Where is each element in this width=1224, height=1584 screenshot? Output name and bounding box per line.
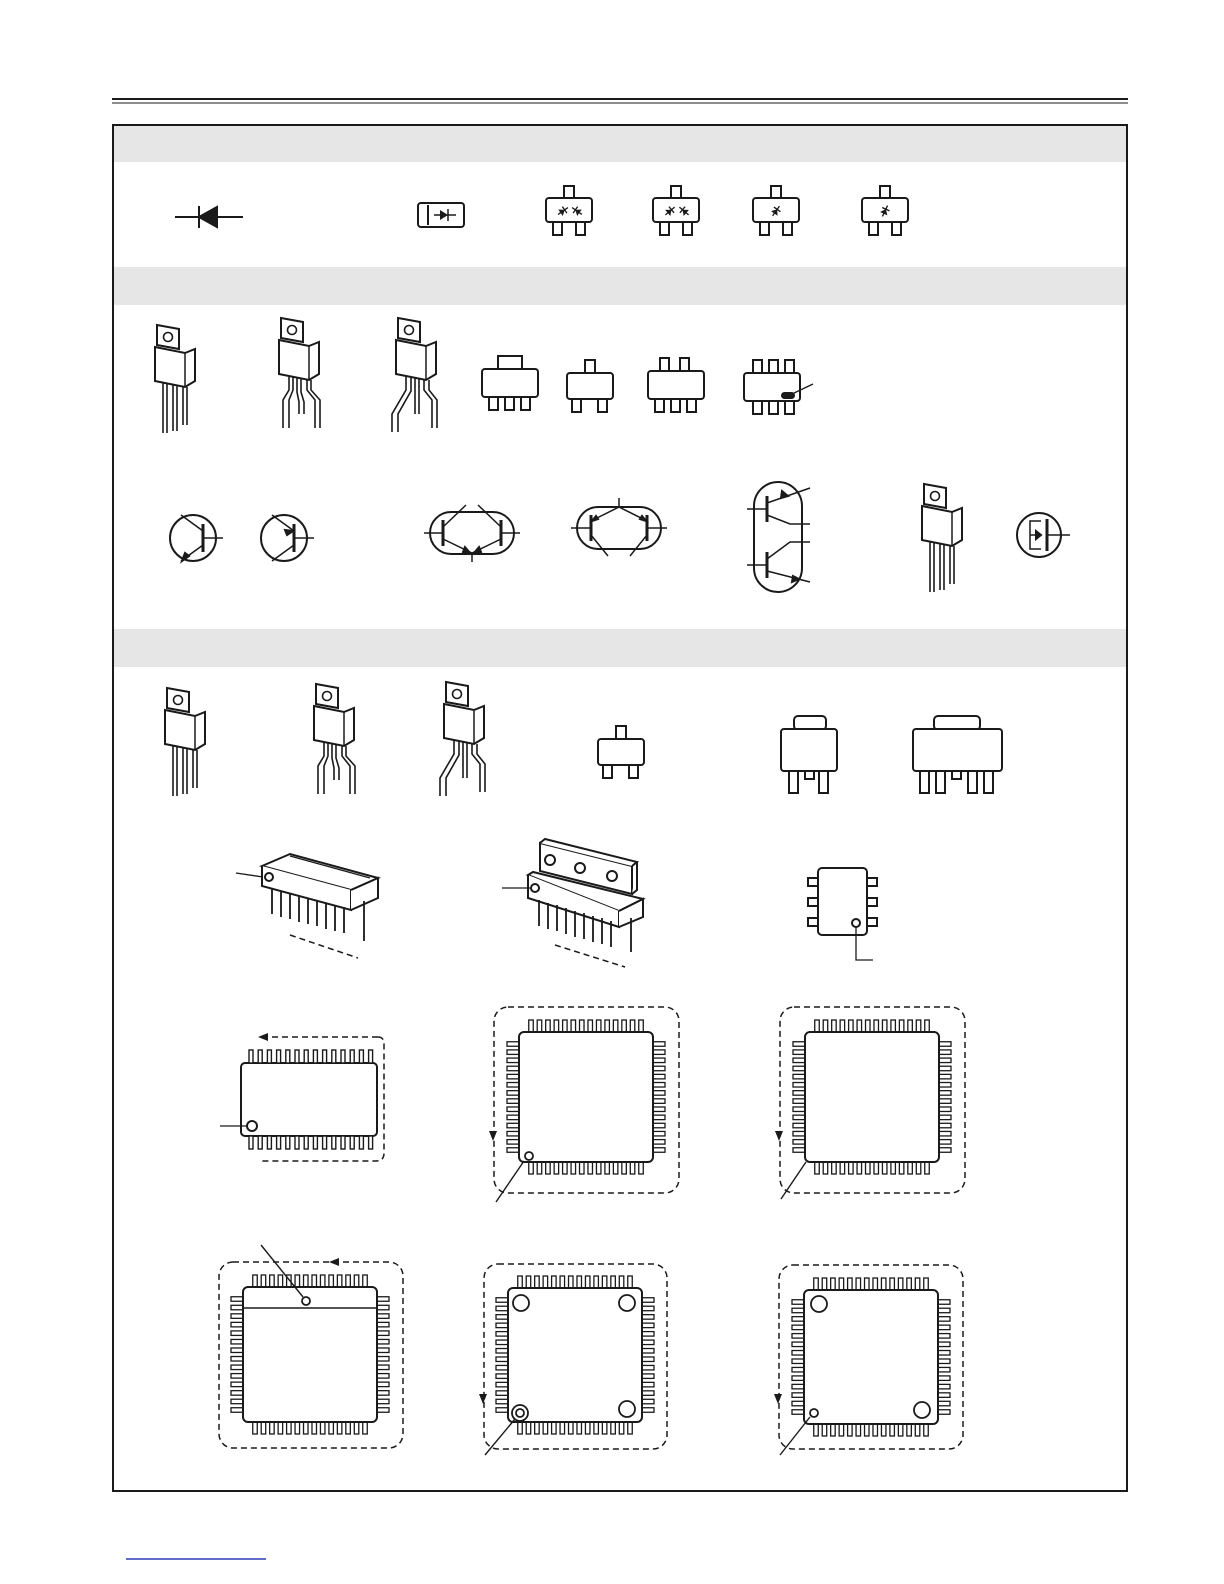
- sot-package-icon: [648, 358, 704, 412]
- qfp-package-icon: [774, 1265, 963, 1455]
- dual-transistor-icon: [424, 505, 520, 562]
- sip-package-icon: [236, 854, 378, 958]
- to220-package-icon: [314, 684, 355, 794]
- qfp-package-icon: [489, 1007, 679, 1202]
- qfp-package-icon: [775, 1007, 965, 1199]
- npn-transistor-icon: [170, 515, 223, 561]
- sip-heatsink-package-icon: [502, 839, 643, 967]
- diode-package-icon: [418, 203, 464, 227]
- diode-symbol-icon: [175, 206, 243, 228]
- dpak-package-icon: [781, 716, 837, 793]
- to220-package-icon: [440, 682, 485, 796]
- sot-package-icon: [744, 360, 813, 414]
- section-band-diodes: [114, 126, 1126, 162]
- dual-transistor-icon: [747, 482, 810, 592]
- mosfet-symbol-icon: [1017, 513, 1070, 557]
- sot-package-icon: [567, 360, 613, 412]
- to220-package-icon: [922, 484, 962, 592]
- to220-package-icon: [155, 325, 195, 433]
- to220-package-icon: [392, 318, 437, 432]
- to220-package-icon: [279, 318, 320, 428]
- qfp-package-icon: [479, 1264, 667, 1455]
- to220-package-icon: [165, 688, 205, 796]
- sot23-dual-diode-icon: [546, 186, 592, 235]
- header-rule: [112, 99, 1128, 103]
- sot23-zener-icon: [862, 186, 908, 235]
- sot-package-icon: [598, 726, 644, 778]
- dual-transistor-icon: [571, 498, 667, 556]
- section-band-transistors: [114, 267, 1126, 305]
- sot23-dual-diode-icon: [653, 186, 699, 235]
- qfp-package-icon: [219, 1245, 403, 1448]
- pnp-transistor-icon: [261, 515, 314, 561]
- section-band-ics: [114, 629, 1126, 667]
- dpak-package-icon: [913, 716, 1002, 793]
- sot23-diode-icon: [753, 186, 799, 235]
- sop8-package-icon: [808, 868, 877, 960]
- sot-package-icon: [482, 356, 538, 410]
